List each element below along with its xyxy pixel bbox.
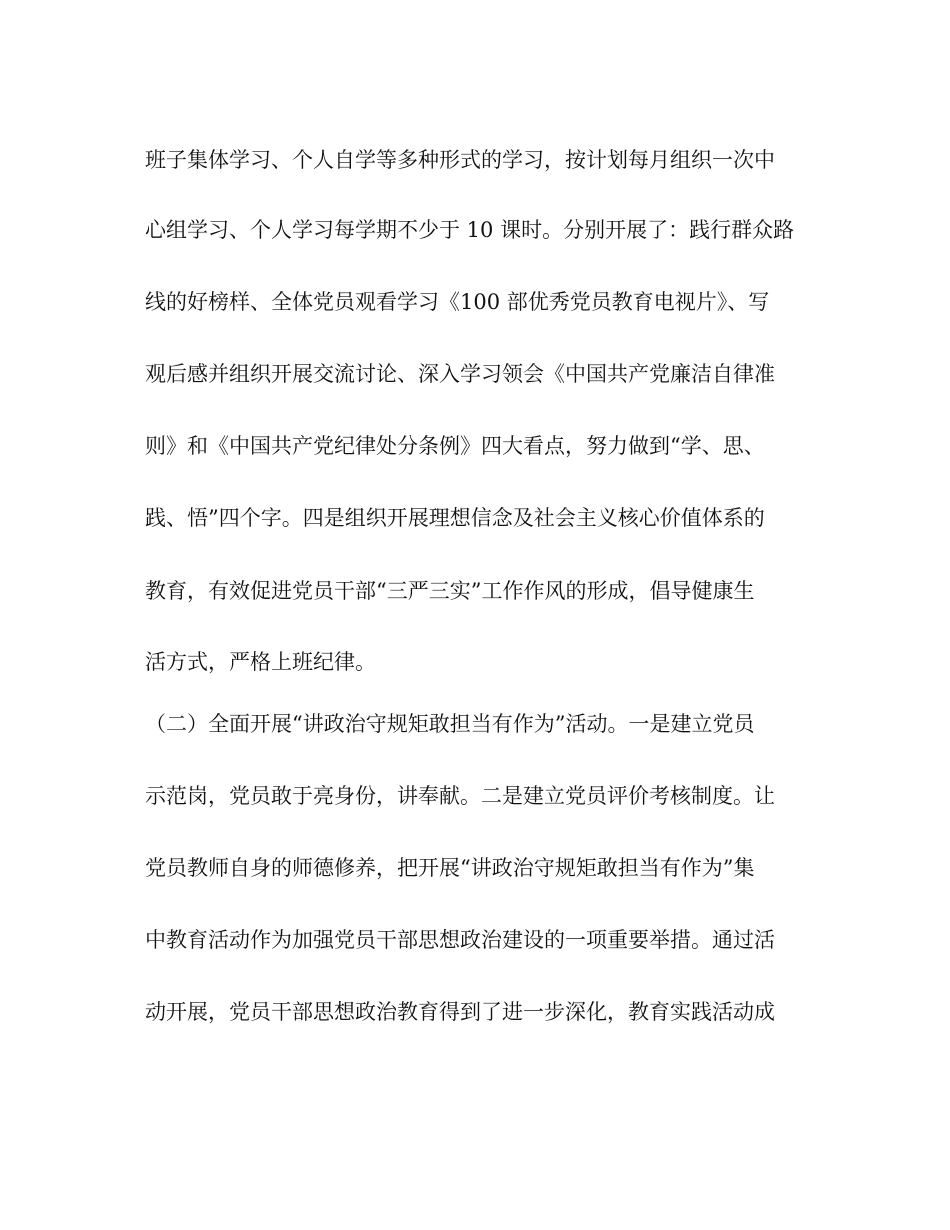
text-line-10: 示范岗，党员敢于亮身份，讲奉献。二是建立党员评价考核制度。让: [145, 784, 775, 808]
text-line-7: 教育，有效促进党员干部“三严三实”工作作风的形成，倡导健康生: [145, 579, 755, 603]
text-line-8: 活方式，严格上班纪律。: [145, 650, 376, 674]
text-line-12: 中教育活动作为加强党员干部思想政治建设的一项重要举措。通过活: [145, 928, 775, 952]
text-line-6: 践、悟”四个字。四是组织开展理想信念及社会主义核心价值体系的: [145, 506, 765, 530]
text-line-2: 心组学习、个人学习每学期不少于 10 课时。分别开展了：践行群众路: [145, 218, 795, 242]
text-line-9: （二）全面开展“讲政治守规矩敢担当有作为”活动。一是建立党员: [145, 712, 755, 736]
text-line-5: 则》和《中国共产党纪律处分条例》四大看点，努力做到“学、思、: [145, 434, 765, 458]
text-line-11: 党员教师自身的师德修养，把开展“讲政治守规矩敢担当有作为”集: [145, 856, 755, 880]
text-line-13: 动开展，党员干部思想政治教育得到了进一步深化，教育实践活动成: [145, 1000, 775, 1024]
text-line-4: 观后感并组织开展交流讨论、深入学习领会《中国共产党廉洁自律准: [145, 362, 775, 386]
text-line-1: 班子集体学习、个人自学等多种形式的学习，按计划每月组织一次中: [145, 148, 775, 172]
text-line-3: 线的好榜样、全体党员观看学习《100 部优秀党员教育电视片》、写: [145, 290, 770, 314]
